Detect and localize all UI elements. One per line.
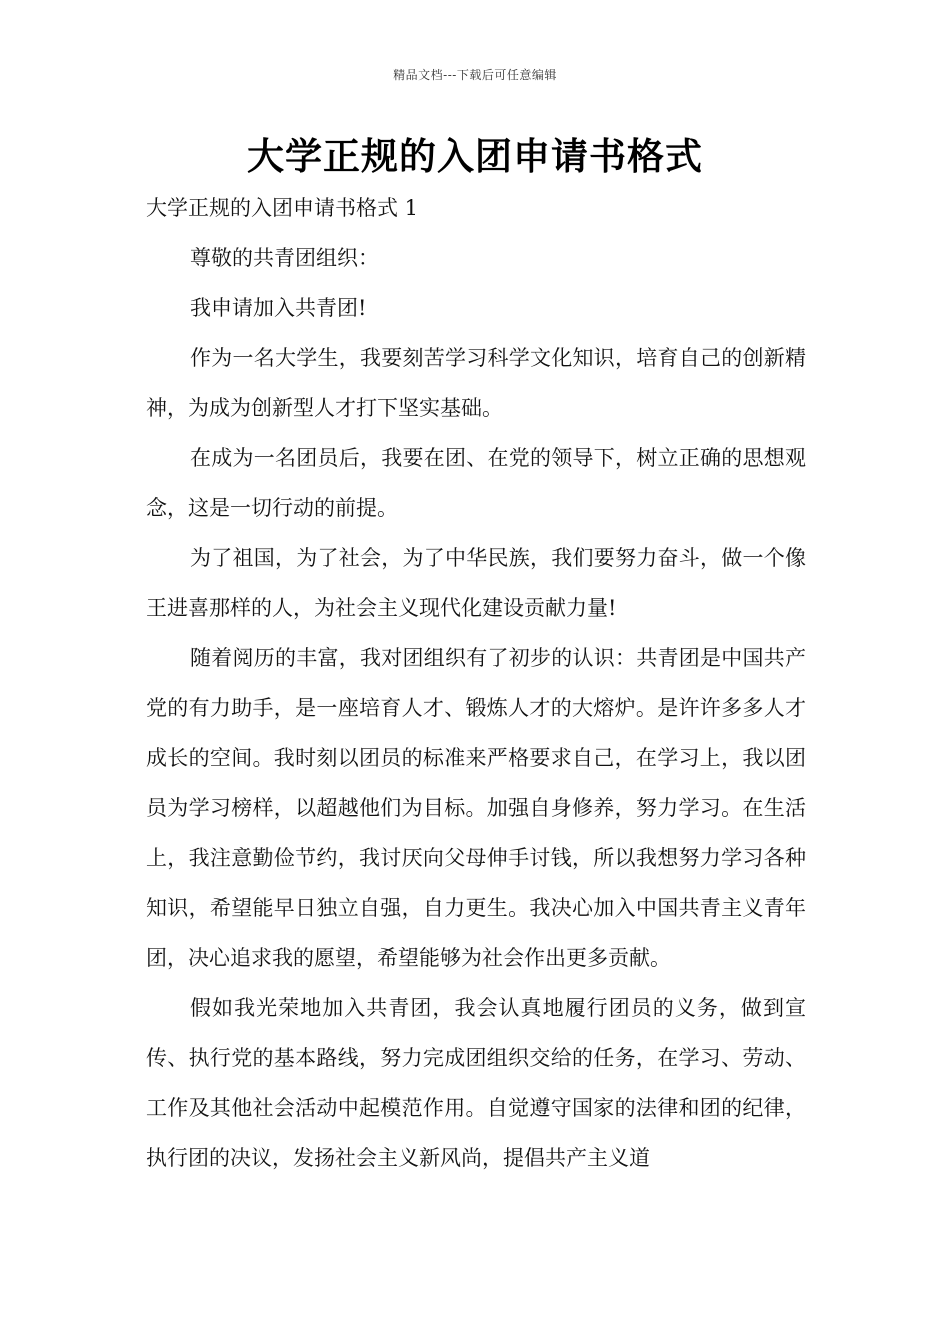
salutation: 尊敬的共青团组织： [190,246,379,270]
document-body [146,183,806,1183]
header-note: 精品文档---下载后可任意编辑 [393,68,557,82]
paragraph: 在成为一名团员后，我要在团、在党的领导下，树立正确的思想观念，这是一切行动的前提。 [146,446,806,520]
paragraph: 为了祖国，为了社会，为了中华民族，我们要努力奋斗，做一个像王进喜那样的人，为社会主义现代化建设贡献力量! [146,546,806,620]
paragraph: 我申请加入共青团! [190,296,367,320]
paragraph: 假如我光荣地加入共青团，我会认真地履行团员的义务，做到宣传、执行党的基本路线，努力完成团组织交给的任务，在学习、劳动、工作及其他社会活动中起模范作用。自觉遵守国家的法律和团的纪律，执行团的决议，发扬社会主义新风尚，提倡共产主义道 [146,996,806,1170]
paragraph: 作为一名大学生，我要刻苦学习科学文化知识，培育自己的创新精神，为成为创新型人才打下坚实基础。 [146,346,806,420]
document-title: 大学正规的入团申请书格式 [247,135,703,178]
paragraph: 随着阅历的丰富，我对团组织有了初步的认识：共青团是中国共产党的有力助手，是一座培育人才、锻炼人才的大熔炉。是许许多多人才成长的空间。我时刻以团员的标准来严格要求自己，在学习上，我以团员为学习榜样，以超越他们为目标。加强自身修养，努力学习。在生活上，我注意勤俭节约，我讨厌向父母伸手讨钱，所以我想努力学习各种知识，希望能早日独立自强，自力更生。我决心加入中国共青主义青年团，决心追求我的愿望，希望能够为社会作出更多贡献。 [146,646,806,970]
section-subtitle: 大学正规的入团申请书格式 1 [146,196,419,220]
